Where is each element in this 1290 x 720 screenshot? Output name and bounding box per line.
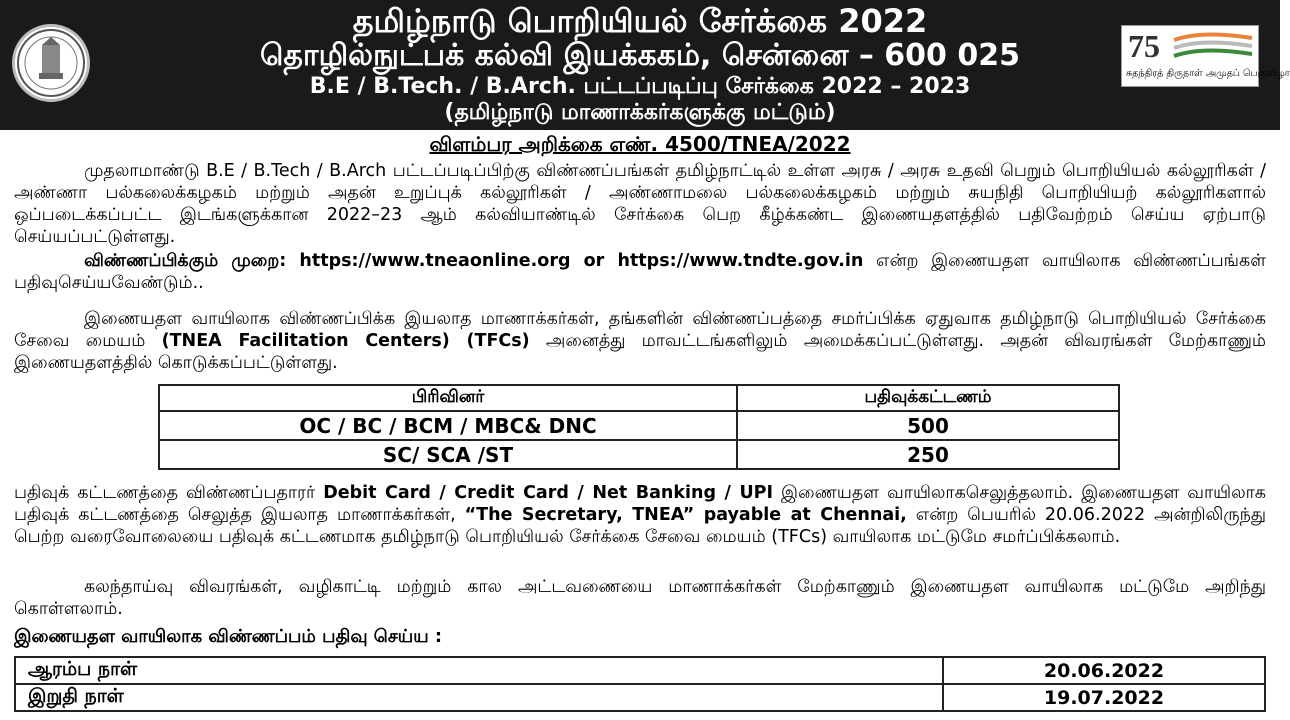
table-row [15, 684, 1265, 711]
counselling-paragraph [14, 576, 1266, 620]
header-banner [0, 0, 1290, 130]
intro-text: முதலாமாண்டு B.E / B.Tech / B.Arch பட்டப்படிப்பிற்கு விண்ணப்பங்கள் தமிழ்நாட்டில் உள்ள அரசு / அரசு உதவி பெறும் பொறியியல் கல்லூரிகள் / அண்ணா பல்கலைக்கழகம் மற்றும் அதன் உறுப்புக் கல்லூரிகள் / அண்ணாமலை பல்கலைக்கழகம் மற்றும் சுயநிதி பொறியியற் கல்லூரிகளால் ஒப்படைக்கப்பட்ட இடங்களுக்கான 2022–23 ஆம் கல்வியாண்டில் சேர்க்கை பெற கீழ்க்கண்ட இணையதளத்தில் பதிவேற்றம் செய்ய ஏற்பாடு செய்யப்பட்டுள்ளது. [14, 161, 1266, 247]
notice-body [0, 130, 1280, 720]
facilitation-text-2: அனைத்து மாவட்டங்களிலும் அமைக்கப்பட்டுள்ளது. அதன் விவரங்கள் மேற்காணும் இணையதளத்தில் கொடுக்கப்பட்டுள்ளது. [14, 331, 1266, 373]
payment-text-2: இணையதள வாயிலாகசெலுத்தலாம். இணையதள வாயிலாக பதிவுக் கட்டணத்தை செலுத்த இயலாத மாணாக்கர்கள், [14, 483, 1266, 525]
flag-waves-icon [1122, 26, 1260, 70]
fee-table-header [159, 385, 1119, 411]
table-row [15, 657, 1265, 684]
header-course: B.E / B.Tech. / B.Arch. பட்டப்படிப்பு சேர்க்கை 2022 – 2023 [309, 74, 971, 99]
date-label-end: இறுதி நாள் [15, 684, 943, 711]
payment-paragraph [14, 482, 1266, 548]
apply-online-label: இணையதள வாயிலாக விண்ணப்பம் பதிவு செய்ய : [14, 626, 443, 647]
counselling-text: கலந்தாய்வு விவரங்கள், வழிகாட்டி மற்றும் கால அட்டவணையை மாணாக்கர்கள் மேற்காணும் இணையதள வாயிலாக மட்டுமே அறிந்து கொள்ளலாம். [14, 577, 1266, 619]
payment-text-3: என்ற பெயரில் 20.06.2022 அன்றிலிருந்து பெற்ற வரைவோலையை பதிவுக் கட்டணமாக தமிழ்நாடு பொறியியல் சேர்க்கை சேவை மையம் (TFCs) வாயிலாக மட்டுமே சமர்ப்பிக்கலாம். [14, 505, 1266, 547]
logo-number: 75 [1128, 28, 1160, 64]
header-title: தமிழ்நாடு பொறியியல் சேர்க்கை 2022 [352, 2, 928, 40]
table-row [159, 440, 1119, 469]
header-directorate: தொழில்நுட்பக் கல்வி இயக்ககம், சென்னை – 600 025 [260, 38, 1020, 73]
azadi-75-logo [1121, 25, 1290, 87]
apply-method-links: விண்ணப்பிக்கும் முறை: https://www.tneaonline.org or https://www.tndte.gov.in [84, 251, 864, 271]
fee-table [158, 384, 1120, 470]
logo-caption: சுதந்திரத் திருநாள் அமுதப் பெருவிழா [1126, 68, 1290, 79]
date-value-start: 20.06.2022 [943, 657, 1265, 684]
header-subtitle: (தமிழ்நாடு மாணாக்கர்களுக்கு மட்டும்) [444, 100, 836, 125]
dates-table [14, 656, 1266, 712]
facilitation-paragraph [14, 308, 1266, 374]
intro-paragraph [14, 160, 1266, 248]
apply-method-text: என்ற இணையதள வாயிலாக விண்ணப்பங்கள் பதிவுசெய்யவேண்டும்.. [14, 251, 1266, 293]
fee-header-category: பிரிவினர் [159, 385, 737, 411]
date-label-start: ஆரம்ப நாள் [15, 657, 943, 684]
fee-amount: 500 [737, 411, 1119, 440]
tamil-nadu-emblem-icon [12, 24, 90, 102]
facilitation-text-1: இணையதள வாயிலாக விண்ணப்பிக்க இயலாத மாணாக்கர்கள், தங்களின் விண்ணப்பத்தை சமர்ப்பிக்க ஏதுவாக தமிழ்நாடு பொறியியல் சேர்க்கை சேவை மையம் [14, 309, 1266, 351]
fee-category: OC / BC / BCM / MBC& DNC [159, 411, 737, 440]
payment-text-1: பதிவுக் கட்டணத்தை விண்ணப்பதாரர் [14, 483, 324, 503]
payment-methods: Debit Card / Credit Card / Net Banking / UPI [323, 483, 773, 503]
fee-amount: 250 [737, 440, 1119, 469]
date-value-end: 19.07.2022 [943, 684, 1265, 711]
fee-category: SC/ SCA /ST [159, 440, 737, 469]
payee-name: “The Secretary, TNEA” payable at Chennai, [464, 505, 907, 525]
facilitation-centers: (TNEA Facilitation Centers) (TFCs) [161, 331, 530, 351]
table-row [159, 411, 1119, 440]
apply-method-paragraph [14, 250, 1266, 294]
fee-header-amount: பதிவுக்கட்டணம் [737, 385, 1119, 411]
notice-title: விளம்பர அறிக்கை எண். 4500/TNEA/2022 [429, 132, 851, 156]
